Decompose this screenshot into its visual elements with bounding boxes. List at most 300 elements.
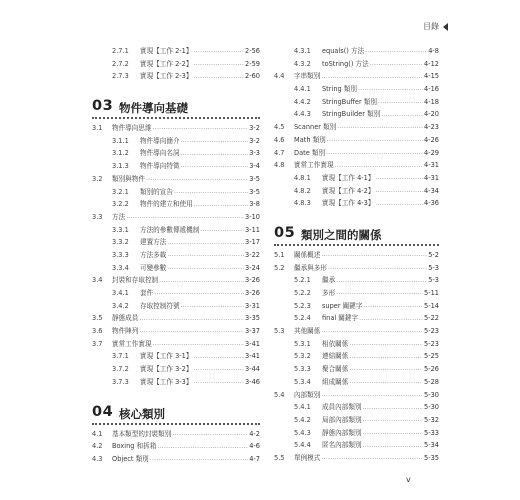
entry-page: 5-23 bbox=[424, 327, 439, 336]
dot-leader bbox=[181, 151, 249, 157]
dot-leader bbox=[349, 366, 423, 372]
toc-section-entry[interactable] bbox=[274, 70, 439, 83]
entry-page: 3-11 bbox=[245, 225, 260, 234]
entry-title-line bbox=[112, 214, 260, 221]
dot-leader bbox=[321, 328, 423, 334]
entry-page: 5-26 bbox=[424, 365, 439, 374]
entry-number: 3.5 bbox=[92, 314, 103, 323]
entry-page: 4-31 bbox=[424, 173, 439, 182]
entry-page: 5-14 bbox=[424, 301, 439, 310]
toc-section-entry[interactable] bbox=[92, 211, 260, 224]
entry-page: 5-30 bbox=[424, 403, 439, 412]
entry-title-line bbox=[322, 315, 439, 322]
dot-leader bbox=[363, 417, 423, 423]
toc-section-entry[interactable] bbox=[92, 312, 260, 325]
entry-number: 3.7.1 bbox=[112, 352, 129, 361]
toc-subsection-entry[interactable] bbox=[92, 300, 260, 313]
entry-number: 5.2.3 bbox=[294, 301, 311, 310]
toc-subsection-entry[interactable] bbox=[274, 197, 439, 210]
dot-leader bbox=[194, 202, 248, 208]
dot-leader bbox=[349, 354, 423, 360]
dot-leader bbox=[321, 455, 423, 461]
page-number: v bbox=[406, 475, 411, 484]
entry-title: Math 類別 bbox=[294, 135, 326, 144]
entry-title: 靜態內部類別 bbox=[322, 428, 362, 437]
entry-page: 5-33 bbox=[424, 428, 439, 437]
dot-leader bbox=[200, 227, 244, 233]
entry-title-line bbox=[112, 456, 260, 463]
entry-title-line bbox=[112, 443, 260, 450]
entry-title-line bbox=[140, 189, 260, 196]
entry-number: 5.4.3 bbox=[294, 428, 311, 437]
entry-title-line bbox=[140, 61, 260, 68]
entry-page: 5-25 bbox=[424, 352, 439, 361]
entry-title-line bbox=[322, 111, 439, 118]
entry-title: 實現【工作 2-1】 bbox=[140, 47, 193, 56]
entry-page: 4-2 bbox=[249, 429, 260, 438]
dot-leader bbox=[375, 188, 423, 194]
dot-leader bbox=[167, 252, 244, 258]
entry-title-line bbox=[322, 442, 439, 449]
dot-leader bbox=[336, 290, 423, 296]
chapter-title: 核心類別 bbox=[119, 406, 165, 421]
entry-number: 3.2 bbox=[92, 174, 103, 183]
entry-title: 實現【工作 4-1】 bbox=[322, 173, 375, 182]
toc-section-entry[interactable] bbox=[92, 173, 260, 186]
dot-leader bbox=[150, 456, 248, 462]
entry-title: 存取控制符號 bbox=[140, 301, 180, 310]
entry-number: 5.4.4 bbox=[294, 441, 311, 450]
entry-number: 5.3.3 bbox=[294, 365, 311, 374]
toc-subsection-entry[interactable] bbox=[92, 160, 260, 173]
dot-leader bbox=[181, 303, 244, 309]
toc-subsection-entry[interactable] bbox=[92, 376, 260, 389]
toc-subsection-entry[interactable] bbox=[92, 363, 260, 376]
dot-leader bbox=[193, 366, 244, 372]
entry-page: 4-29 bbox=[424, 148, 439, 157]
entry-title-line bbox=[112, 341, 260, 348]
entry-title-line bbox=[140, 366, 260, 373]
dot-leader bbox=[181, 138, 249, 144]
entry-title-line bbox=[322, 277, 439, 284]
entry-title-line bbox=[140, 290, 260, 297]
dot-leader bbox=[146, 176, 248, 182]
toc-section-entry[interactable] bbox=[274, 262, 439, 275]
entry-page: 5-30 bbox=[424, 390, 439, 399]
entry-title-line bbox=[322, 417, 439, 424]
entry-number: 4.8 bbox=[274, 161, 285, 170]
entry-title: 物件導向簡介 bbox=[140, 136, 180, 145]
entry-number: 4.5 bbox=[274, 123, 285, 132]
toc-left-column bbox=[92, 45, 260, 466]
dot-leader bbox=[358, 86, 423, 92]
entry-number: 3.4.1 bbox=[112, 289, 129, 298]
toc-subsection-entry[interactable] bbox=[274, 414, 439, 427]
entry-number: 3.3.4 bbox=[112, 263, 129, 272]
entry-title: final 關鍵字 bbox=[322, 314, 359, 323]
toc-subsection-entry[interactable] bbox=[274, 338, 439, 351]
entry-title: 實現【工作 2-2】 bbox=[140, 59, 193, 68]
entry-title: 物件的建立和使用 bbox=[140, 200, 193, 209]
entry-title-line bbox=[112, 277, 260, 284]
entry-number: 3.7 bbox=[92, 339, 103, 348]
entry-number: 4.1 bbox=[92, 429, 103, 438]
toc-subsection-entry[interactable] bbox=[274, 96, 439, 109]
entry-number: 3.1 bbox=[92, 124, 103, 133]
entry-title-line bbox=[294, 124, 439, 131]
entry-page: 3-41 bbox=[245, 339, 260, 348]
entry-number: 3.3.1 bbox=[112, 225, 129, 234]
toc-subsection-entry[interactable] bbox=[274, 108, 439, 121]
entry-title: 類別的宣告 bbox=[140, 187, 173, 196]
entry-title: Scanner 類別 bbox=[294, 123, 337, 132]
toc-subsection-entry[interactable] bbox=[92, 135, 260, 148]
entry-number: 4.3.2 bbox=[294, 59, 311, 68]
entry-title: 封裝和存取控制 bbox=[112, 276, 159, 285]
chapter-dotted-rule bbox=[92, 117, 260, 119]
toc-subsection-entry[interactable] bbox=[92, 58, 260, 71]
dot-leader bbox=[139, 316, 244, 322]
chapter-heading bbox=[92, 398, 260, 428]
toc-subsection-entry[interactable] bbox=[274, 58, 439, 71]
entry-title: 繼承與多形 bbox=[294, 263, 327, 272]
triangle-marker-icon bbox=[443, 23, 448, 31]
entry-page: 3-10 bbox=[245, 212, 260, 221]
toc-section-entry[interactable] bbox=[274, 121, 439, 134]
entry-title: 組成關係 bbox=[322, 377, 349, 386]
entry-title-line bbox=[140, 239, 260, 246]
toc-section-entry[interactable] bbox=[92, 440, 260, 453]
dot-leader bbox=[181, 163, 249, 169]
entry-title-line bbox=[140, 379, 260, 386]
entry-title-line bbox=[140, 227, 260, 234]
entry-title: 物件陣列 bbox=[112, 327, 139, 336]
toc-section-entry[interactable] bbox=[274, 389, 439, 402]
entry-title: 實常工作實現 bbox=[294, 161, 334, 170]
entry-number: 4.3.1 bbox=[294, 47, 311, 56]
dot-leader bbox=[167, 240, 244, 246]
entry-number: 4.4.3 bbox=[294, 110, 311, 119]
toc-subsection-entry[interactable] bbox=[274, 439, 439, 452]
entry-title: 字串類別 bbox=[294, 72, 321, 81]
entry-title: 匿名內部類別 bbox=[322, 441, 362, 450]
chapter-title: 物件導向基礎 bbox=[119, 101, 188, 116]
entry-page: 3-22 bbox=[245, 250, 260, 259]
entry-number: 3.1.1 bbox=[112, 136, 129, 145]
toc-right-column bbox=[274, 45, 439, 465]
entry-page: 3-2 bbox=[249, 124, 260, 133]
entry-title: 基本類型的封裝類別 bbox=[112, 429, 172, 438]
dot-leader bbox=[153, 125, 249, 131]
entry-page: 3-2 bbox=[249, 136, 260, 145]
entry-number: 4.3 bbox=[92, 454, 103, 463]
entry-number: 5.3.2 bbox=[294, 352, 311, 361]
entry-number: 5.2.1 bbox=[294, 276, 311, 285]
toc-subsection-entry[interactable] bbox=[274, 45, 439, 58]
entry-page: 3-8 bbox=[249, 200, 260, 209]
entry-title-line bbox=[322, 404, 439, 411]
entry-page: 3-41 bbox=[245, 352, 260, 361]
entry-number: 5.2.2 bbox=[294, 289, 311, 298]
entry-title-line bbox=[294, 455, 439, 462]
toc-subsection-entry[interactable] bbox=[92, 350, 260, 363]
toc-section-entry[interactable] bbox=[92, 122, 260, 135]
toc-subsection-entry[interactable] bbox=[92, 186, 260, 199]
toc-subsection-entry[interactable] bbox=[274, 312, 439, 325]
dot-leader bbox=[159, 278, 244, 284]
entry-title-line bbox=[294, 252, 439, 259]
dot-leader bbox=[167, 265, 244, 271]
toc-subsection-entry[interactable] bbox=[274, 172, 439, 185]
dot-leader bbox=[349, 379, 423, 385]
dot-leader bbox=[375, 175, 423, 181]
toc-section-entry[interactable] bbox=[274, 249, 439, 262]
entry-number: 5.3.4 bbox=[294, 377, 311, 386]
entry-page: 3-35 bbox=[245, 314, 260, 323]
toc-subsection-entry[interactable] bbox=[274, 287, 439, 300]
entry-title: super 關鍵字 bbox=[322, 301, 363, 310]
dot-leader bbox=[335, 163, 423, 169]
entry-title-line bbox=[294, 328, 439, 335]
entry-title-line bbox=[140, 138, 260, 145]
entry-number: 4.8.1 bbox=[294, 173, 311, 182]
entry-page: 3-17 bbox=[245, 238, 260, 247]
entry-number: 5.5 bbox=[274, 453, 285, 462]
toc-section-entry[interactable] bbox=[274, 325, 439, 338]
entry-title-line bbox=[322, 61, 439, 68]
entry-title-line bbox=[140, 265, 260, 272]
entry-number: 3.4.2 bbox=[112, 301, 129, 310]
entry-number: 4.8.2 bbox=[294, 186, 311, 195]
entry-page: 4-6 bbox=[249, 442, 260, 451]
entry-page: 3-46 bbox=[245, 377, 260, 386]
entry-title: 靜態成員 bbox=[112, 314, 139, 323]
entry-title: 相依關係 bbox=[322, 339, 349, 348]
toc-section-entry[interactable] bbox=[274, 147, 439, 160]
entry-title-line bbox=[322, 379, 439, 386]
entry-page: 4-15 bbox=[424, 72, 439, 81]
entry-page: 5-35 bbox=[424, 453, 439, 462]
dot-leader bbox=[363, 405, 423, 411]
entry-page: 3-4 bbox=[249, 162, 260, 171]
entry-title: 建置方法 bbox=[140, 238, 167, 247]
entry-page: 4-7 bbox=[249, 454, 260, 463]
toc-subsection-entry[interactable] bbox=[92, 262, 260, 275]
dot-leader bbox=[381, 112, 423, 118]
chapter-number: 05 bbox=[274, 224, 296, 241]
toc-subsection-entry[interactable] bbox=[92, 224, 260, 237]
dot-leader bbox=[193, 48, 244, 54]
entry-page: 4-20 bbox=[424, 110, 439, 119]
entry-number: 3.2.2 bbox=[112, 200, 129, 209]
entry-number: 3.2.1 bbox=[112, 187, 129, 196]
entry-page: 2-56 bbox=[245, 47, 260, 56]
entry-number: 4.6 bbox=[274, 135, 285, 144]
dot-leader bbox=[193, 61, 244, 67]
entry-page: 5-22 bbox=[424, 314, 439, 323]
entry-title-line bbox=[322, 175, 439, 182]
toc-section-entry[interactable] bbox=[274, 452, 439, 465]
entry-title: String 類別 bbox=[322, 85, 357, 94]
entry-title: equals() 方法 bbox=[322, 47, 365, 56]
entry-page: 4-26 bbox=[424, 135, 439, 144]
entry-title: 方法多載 bbox=[140, 250, 167, 259]
entry-page: 4-34 bbox=[424, 186, 439, 195]
toc-section-entry[interactable] bbox=[274, 134, 439, 147]
entry-number: 3.7.2 bbox=[112, 365, 129, 374]
entry-page: 2-59 bbox=[245, 59, 260, 68]
dot-leader bbox=[157, 444, 248, 450]
toc-subsection-entry[interactable] bbox=[274, 185, 439, 198]
dot-leader bbox=[363, 443, 423, 449]
entry-title: 實常工作實現 bbox=[112, 339, 152, 348]
entry-title: 物件導向思維 bbox=[112, 124, 152, 133]
entry-title: 其他關係 bbox=[294, 327, 321, 336]
dot-leader bbox=[174, 189, 248, 195]
entry-title: 繼承 bbox=[322, 276, 336, 285]
toc-section-entry[interactable] bbox=[92, 338, 260, 351]
entry-number: 4.4 bbox=[274, 72, 285, 81]
entry-title-line bbox=[322, 430, 439, 437]
entry-title-line bbox=[294, 73, 439, 80]
toc-section-entry[interactable] bbox=[92, 428, 260, 441]
toc-subsection-entry[interactable] bbox=[274, 427, 439, 440]
entry-title-line bbox=[322, 188, 439, 195]
entry-number: 3.1.3 bbox=[112, 162, 129, 171]
entry-number: 5.3 bbox=[274, 327, 285, 336]
entry-title-line bbox=[294, 150, 439, 157]
toc-subsection-entry[interactable] bbox=[92, 198, 260, 211]
chapter-dotted-rule bbox=[92, 423, 260, 425]
entry-page: 3-26 bbox=[245, 289, 260, 298]
entry-title-line bbox=[322, 341, 439, 348]
dot-leader bbox=[365, 48, 427, 54]
chapter-heading bbox=[92, 92, 260, 122]
entry-page: 5-11 bbox=[424, 289, 439, 298]
dot-leader bbox=[193, 74, 244, 80]
entry-title-line bbox=[294, 265, 439, 272]
toc-subsection-entry[interactable] bbox=[92, 287, 260, 300]
entry-title: toString() 方法 bbox=[322, 59, 369, 68]
entry-page: 3-26 bbox=[245, 276, 260, 285]
entry-title: 方法 bbox=[112, 212, 126, 221]
entry-title: 物件導向名詞 bbox=[140, 149, 180, 158]
entry-number: 4.4.1 bbox=[294, 85, 311, 94]
entry-page: 5-34 bbox=[424, 441, 439, 450]
entry-title-line bbox=[140, 201, 260, 208]
entry-page: 4-8 bbox=[428, 47, 439, 56]
chapter-number: 03 bbox=[92, 98, 114, 115]
dot-leader bbox=[326, 150, 423, 156]
entry-page: 3-31 bbox=[245, 301, 260, 310]
toc-subsection-entry[interactable] bbox=[274, 83, 439, 96]
toc-subsection-entry[interactable] bbox=[274, 401, 439, 414]
entry-title: Boxing 和拆箱 bbox=[112, 442, 157, 451]
entry-page: 5-23 bbox=[424, 339, 439, 348]
entry-title: 套件 bbox=[140, 289, 154, 298]
entry-title: 實現【工作 4-2】 bbox=[322, 186, 375, 195]
toc-section-entry[interactable] bbox=[92, 453, 260, 466]
toc-subsection-entry[interactable] bbox=[92, 147, 260, 160]
entry-page: 5-3 bbox=[428, 276, 439, 285]
entry-page: 5-2 bbox=[428, 250, 439, 259]
dot-leader bbox=[126, 214, 244, 220]
toc-subsection-entry[interactable] bbox=[92, 236, 260, 249]
entry-title: 單例模式 bbox=[294, 453, 321, 462]
toc-subsection-entry[interactable] bbox=[274, 363, 439, 376]
entry-title-line bbox=[112, 431, 260, 438]
toc-subsection-entry[interactable] bbox=[274, 350, 439, 363]
entry-title: Date 類別 bbox=[294, 148, 326, 157]
chapter-number: 04 bbox=[92, 403, 114, 420]
dot-leader bbox=[336, 278, 427, 284]
dot-leader bbox=[363, 430, 423, 436]
entry-number: 5.2 bbox=[274, 263, 285, 272]
entry-page: 3-5 bbox=[249, 174, 260, 183]
entry-title-line bbox=[322, 99, 439, 106]
entry-title: 連結關係 bbox=[322, 352, 349, 361]
entry-number: 2.7.3 bbox=[112, 72, 129, 81]
dot-leader bbox=[349, 341, 423, 347]
entry-title: 類別與物件 bbox=[112, 174, 145, 183]
entry-number: 3.3 bbox=[92, 212, 103, 221]
entry-title-line bbox=[140, 73, 260, 80]
chapter-title: 類別之間的關係 bbox=[301, 227, 382, 242]
entry-title: 實現【工作 3-1】 bbox=[140, 352, 193, 361]
entry-title-line bbox=[140, 48, 260, 55]
entry-title-line bbox=[322, 200, 439, 207]
entry-title: 關係概述 bbox=[294, 250, 321, 259]
entry-page: 3-5 bbox=[249, 187, 260, 196]
toc-section-entry[interactable] bbox=[92, 325, 260, 338]
dot-leader bbox=[370, 61, 423, 67]
entry-number: 5.1 bbox=[274, 250, 285, 259]
entry-page: 4-12 bbox=[424, 59, 439, 68]
entry-title: 物件導向特徵 bbox=[140, 162, 180, 171]
toc-subsection-entry[interactable] bbox=[274, 376, 439, 389]
toc-subsection-entry[interactable] bbox=[92, 249, 260, 262]
toc-section-entry[interactable] bbox=[92, 274, 260, 287]
dot-leader bbox=[328, 265, 427, 271]
entry-title-line bbox=[322, 290, 439, 297]
entry-page: 4-36 bbox=[424, 199, 439, 208]
entry-page: 3-24 bbox=[245, 263, 260, 272]
dot-leader bbox=[154, 290, 244, 296]
entry-page: 4-31 bbox=[424, 161, 439, 170]
entry-title: 方法的參數傳遞機制 bbox=[140, 225, 200, 234]
entry-title: 實現【工作 4-3】 bbox=[322, 199, 375, 208]
entry-title-line bbox=[322, 48, 439, 55]
toc-subsection-entry[interactable] bbox=[274, 300, 439, 313]
entry-title-line bbox=[140, 303, 260, 310]
entry-title: Object 類別 bbox=[112, 454, 149, 463]
entry-number: 5.2.4 bbox=[294, 314, 311, 323]
dot-leader bbox=[378, 99, 423, 105]
toc-subsection-entry[interactable] bbox=[274, 274, 439, 287]
entry-title: 可變參數 bbox=[140, 263, 167, 272]
entry-number: 3.4 bbox=[92, 276, 103, 285]
toc-subsection-entry[interactable] bbox=[92, 70, 260, 83]
dot-leader bbox=[337, 124, 423, 130]
entry-title-line bbox=[112, 176, 260, 183]
entry-page: 3-44 bbox=[245, 365, 260, 374]
entry-number: 3.6 bbox=[92, 327, 103, 336]
toc-section-entry[interactable] bbox=[274, 159, 439, 172]
entry-title: 成員內部類別 bbox=[322, 403, 362, 412]
entry-title-line bbox=[140, 163, 260, 170]
entry-page: 3-37 bbox=[245, 327, 260, 336]
toc-subsection-entry[interactable] bbox=[92, 45, 260, 58]
